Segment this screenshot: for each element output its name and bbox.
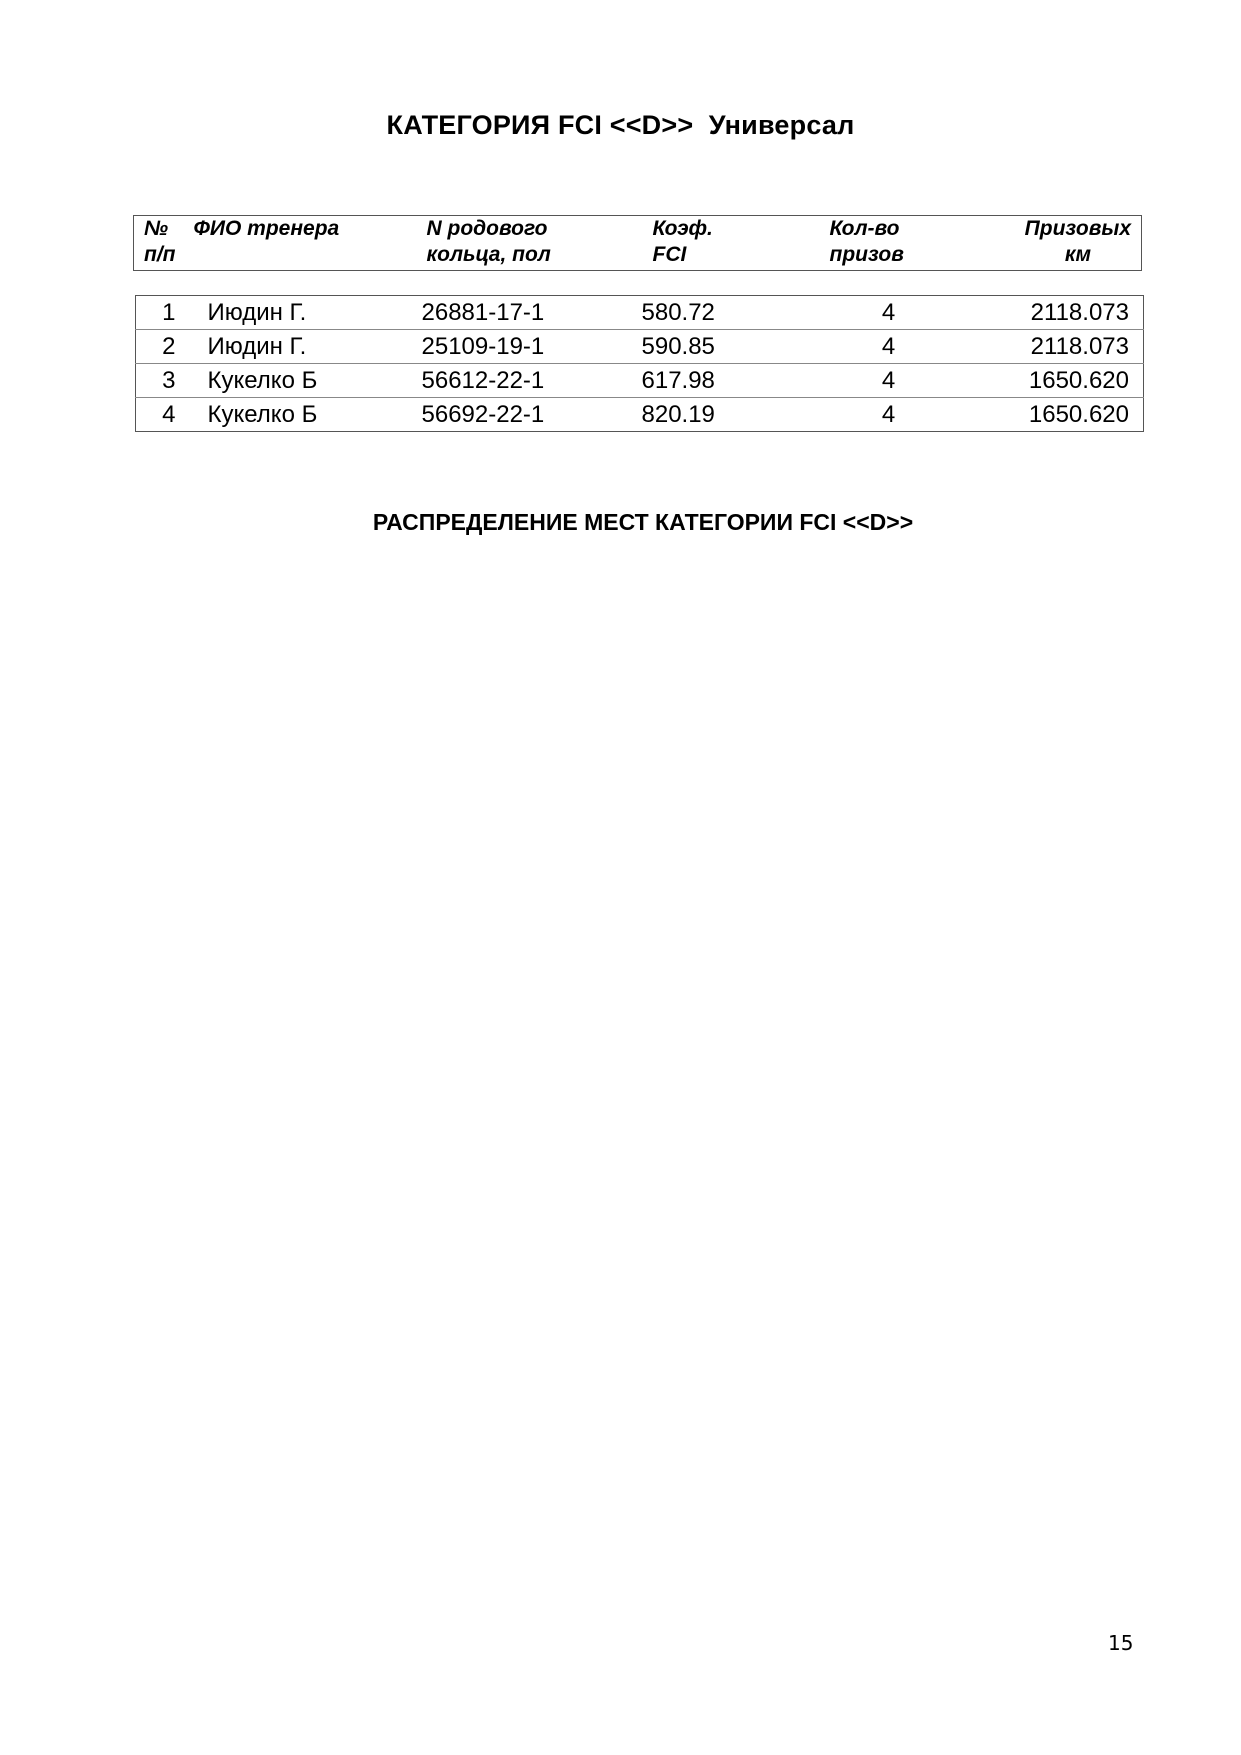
table-header <box>133 215 1142 271</box>
cell-ring: 25109-19-1 <box>422 330 642 364</box>
cell-name: Кукелко Б <box>207 400 318 428</box>
cell-num: 2 <box>136 330 202 364</box>
cell-prizes: 4 <box>814 364 964 398</box>
cell-km: 2118.073 <box>964 330 1144 364</box>
cell-coef: 617.98 <box>642 364 814 398</box>
cell-km: 2118.073 <box>964 296 1144 330</box>
cell-km: 1650.620 <box>1028 400 1129 428</box>
header-row <box>134 216 1142 271</box>
cell-num: 1 <box>136 296 202 330</box>
cell-name: Кукелко Б <box>202 364 422 398</box>
cell-prizes: 4 <box>814 296 964 330</box>
table-row <box>136 364 1144 398</box>
header-num: № п/п <box>144 217 176 266</box>
cell-coef: 820.19 <box>641 400 715 428</box>
cell-num: 3 <box>136 364 202 398</box>
cell-km: 1650.620 <box>964 364 1144 398</box>
cell-coef: 580.72 <box>642 296 814 330</box>
table-row <box>136 398 1144 432</box>
cell-num: 4 <box>162 400 176 428</box>
header-name: ФИО тренера <box>193 217 340 240</box>
table-row <box>136 296 1144 330</box>
header-coef: Коэф. FCI <box>652 217 713 266</box>
cell-ring: 56692-22-1 <box>421 400 545 428</box>
cell-prizes: 4 <box>881 400 896 428</box>
header-km: Призовых км <box>1024 217 1131 266</box>
page-title: КАТЕГОРИЯ FCI <<D>> Универсал <box>386 110 855 140</box>
cell-ring: 26881-17-1 <box>422 296 642 330</box>
section-title: РАСПРЕДЕЛЕНИЕ МЕСТ КАТЕГОРИИ FCI <<D>> <box>372 509 914 535</box>
header-ring: N родового кольца, пол <box>426 217 551 266</box>
cell-coef: 590.85 <box>642 330 814 364</box>
cell-name: Июдин Г. <box>202 330 422 364</box>
page-number: 15 <box>1108 1631 1134 1655</box>
cell-prizes: 4 <box>814 330 964 364</box>
table-row <box>136 330 1144 364</box>
results-table <box>135 295 1144 432</box>
cell-ring: 56612-22-1 <box>422 364 642 398</box>
header-prizes: Кол-во призов <box>829 217 904 266</box>
cell-name: Июдин Г. <box>202 296 422 330</box>
